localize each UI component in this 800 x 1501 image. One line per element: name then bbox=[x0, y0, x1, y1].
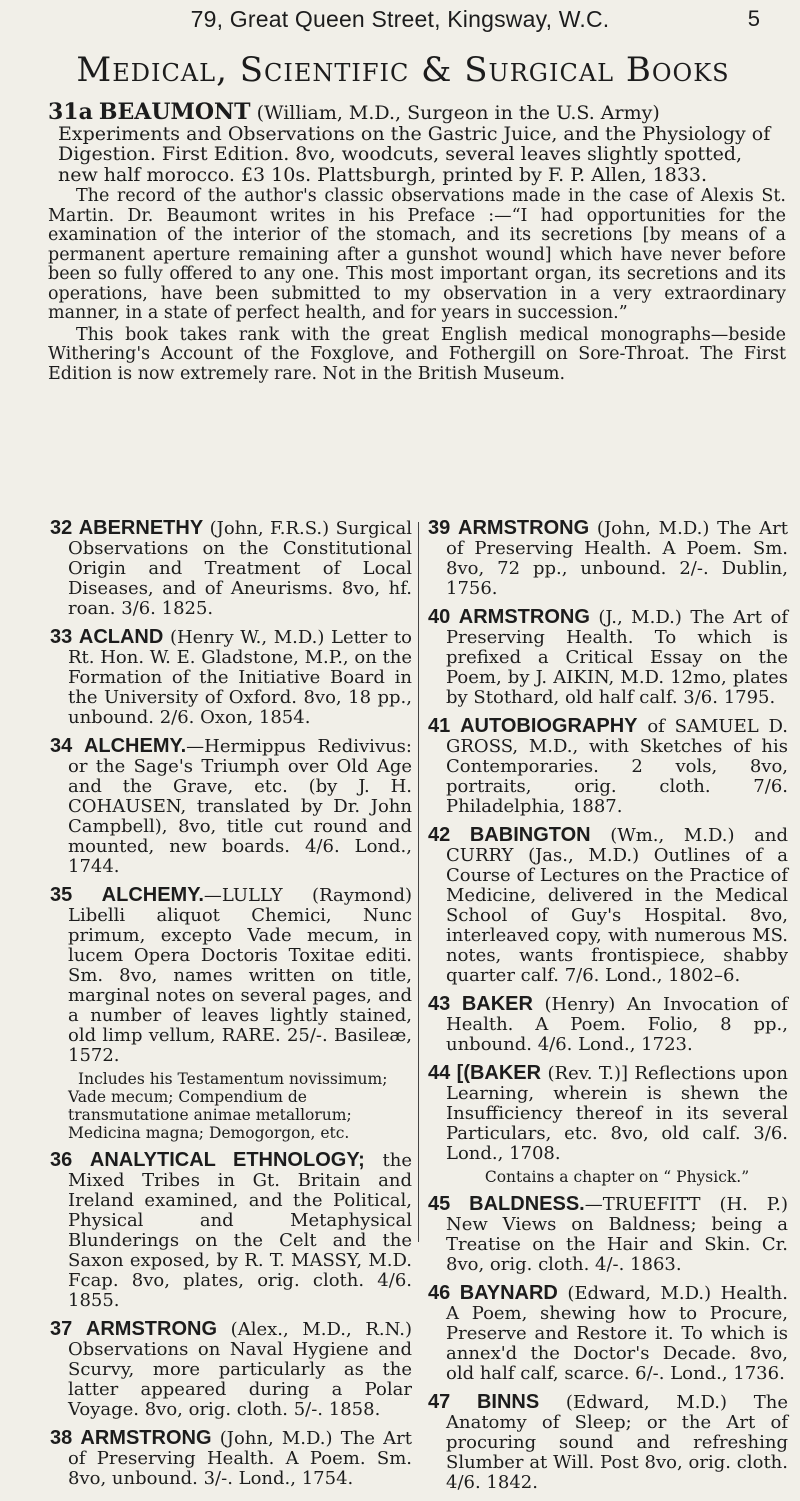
entry-author: ARMSTRONG bbox=[458, 606, 590, 628]
entry-author: ARMSTRONG bbox=[85, 1318, 218, 1340]
entry-author: BABINGTON bbox=[469, 824, 591, 846]
entry-text: (Henry W., M.D.) Letter to Rt. Hon. W. E. Gladstone, M.P., on the Formation of the Initiative Board in the University of Oxford. 8vo, 18 pp., unbound. 2/6. Oxon, 1854. bbox=[68, 627, 412, 728]
list-item bbox=[428, 825, 788, 986]
entry-number: 34 bbox=[50, 735, 73, 757]
entry-number: 44 bbox=[428, 1062, 451, 1084]
entry-text: —Hermippus Redivivus: or the Sage's Triumph over Old Age and the Grave, etc. (by J. H. COHAUSEN, translated by Dr. John Campbell), 8vo, title cut round and mounted, new boards. 4/6. Lond., 1744. bbox=[68, 736, 412, 877]
list-item bbox=[50, 885, 412, 1066]
list-item bbox=[428, 1392, 788, 1493]
entry-author: BALDNESS. bbox=[469, 1193, 585, 1215]
entry-number: 43 bbox=[428, 993, 451, 1015]
entry-text: (John, F.R.S.) Surgical Observations on the Constitutional Origin and Treatment of Local Diseases, and of Aneurisms. 8vo, hf. roan. 3/6. 1825. bbox=[68, 518, 412, 619]
list-item bbox=[50, 1428, 412, 1489]
entry-note: This book takes rank with the great English medical monographs—beside Withering's Account of the Foxglove, and Fothergill on Sore-Throat. The First Edition is now extremely rare. Not in the British Museum. bbox=[48, 324, 786, 384]
entry-author: BEAUMONT bbox=[98, 99, 251, 125]
entry-text: —TRUEFITT (H. P.) New Views on Baldness; being a Treatise on the Hair and Skin. Cr. 8vo, orig. cloth. 4/-. 1863. bbox=[446, 1194, 788, 1275]
entry-text: (Rev. T.)] Reflections upon Learning, wherein is shewn the Insufficiency thereof in its several Particulars, etc. 8vo, old calf. 3/6. Lond., 1708. bbox=[446, 1063, 788, 1164]
entry-number: 31a bbox=[48, 99, 93, 125]
entry-author: ABERNETHY bbox=[78, 517, 204, 539]
list-item bbox=[50, 1319, 412, 1420]
entry-author: BINNS bbox=[476, 1391, 540, 1413]
entry-number: 45 bbox=[428, 1193, 451, 1215]
entry-text: (Edward, M.D.) Health. A Poem, shewing how to Procure, Preserve and Restore it. To which is annex'd the Doctor's Decade. 8vo, old half calf, scarce. 6/-. Lond., 1736. bbox=[446, 1283, 788, 1384]
entry-text: (John, M.D.) The Art of Preserving Health. A Poem. Sm. 8vo, unbound. 3/-. Lond., 1754. bbox=[68, 1428, 412, 1489]
page-number: 5 bbox=[747, 6, 760, 31]
entry-author: ANALYTICAL ETHNOLOGY; bbox=[89, 1149, 365, 1171]
entry-text: (Wm., M.D.) and CURRY (Jas., M.D.) Outlines of a Course of Lectures on the Practice of Medicine, delivered in the Medical School of Guy's Hospital. 8vo, interleaved copy, with numerous MS. notes, wants frontispiece, shabby quarter calf. 7/6. Lond., 1802–6. bbox=[446, 825, 788, 986]
entry-text: —LULLY (Raymond) Libelli aliquot Chemici, Nunc primum, excepto Vade mecum, in lucem Opera Doctoris Toxitae editi. Sm. 8vo, names written on title, marginal notes on several pages, and a number of leaves lightly stained, old limp vellum, RARE. 25/-. Basileæ, 1572. bbox=[68, 885, 412, 1066]
entry-number: 41 bbox=[428, 715, 451, 737]
running-header bbox=[0, 4, 800, 38]
lead-entry bbox=[48, 99, 786, 384]
entry-number: 33 bbox=[50, 626, 73, 648]
list-item bbox=[428, 716, 788, 817]
entry-author: BAKER bbox=[461, 993, 533, 1015]
entry-number: 38 bbox=[50, 1427, 73, 1449]
entry-number: 42 bbox=[428, 824, 451, 846]
entry-author: ARMSTRONG bbox=[458, 517, 590, 539]
list-item bbox=[50, 627, 412, 728]
entry-text: the Mixed Tribes in Gt. Britain and Ireland examined, and the Political, Physical and Metaphysical Blunderings on the Celt and the Saxon exposed, by R. T. MASSY, M.D. Fcap. 8vo, plates, orig. cloth. 4/6. 1855. bbox=[68, 1150, 412, 1311]
list-item bbox=[428, 518, 788, 599]
list-item bbox=[428, 607, 788, 708]
column-divider bbox=[418, 522, 419, 1242]
entry-author: ARMSTRONG bbox=[80, 1427, 212, 1449]
entry-number: 32 bbox=[50, 517, 73, 539]
entry-number: 46 bbox=[428, 1282, 451, 1304]
entry-text: (William, M.D., Surgeon in the U.S. Army) Experiments and Observations on the Gastric Juice, and the Physiology of Digestion. First Edition. 8vo, woodcuts, several leaves slightly spotted, new half morocco. £3 10s. Plattsburgh, printed by F. P. Allen, 1833. bbox=[58, 102, 771, 186]
entry-text: of SAMUEL D. GROSS, M.D., with Sketches of his Contemporaries. 2 vols, 8vo, portraits, orig. cloth. 7/6. Philadelphia, 1887. bbox=[446, 716, 788, 817]
entry-author: [(BAKER bbox=[456, 1062, 542, 1084]
list-item bbox=[428, 1283, 788, 1384]
list-item bbox=[428, 1194, 788, 1275]
section-title: Medical, Scientific & Surgical Books bbox=[76, 50, 730, 90]
entry-author: AUTOBIOGRAPHY bbox=[460, 715, 638, 737]
entry-number: 36 bbox=[50, 1149, 73, 1171]
left-column bbox=[50, 518, 412, 1497]
entry-number: 35 bbox=[50, 884, 73, 906]
list-item bbox=[50, 518, 412, 619]
entry-text: (Henry) An Invocation of Health. A Poem. Folio, 8 pp., unbound. 4/6. Lond., 1723. bbox=[446, 994, 788, 1055]
list-item bbox=[428, 994, 788, 1055]
entry-text: (John, M.D.) The Art of Preserving Health. A Poem. Sm. 8vo, 72 pp., unbound. 2/-. Dublin, 1756. bbox=[446, 518, 788, 599]
right-column bbox=[428, 518, 788, 1501]
list-item bbox=[50, 1150, 412, 1311]
entry-note: Includes his Testamentum novissimum; Vade mecum; Compendium de transmutatione animae metallorum; Medicina magna; Demogorgon, etc. bbox=[68, 1070, 388, 1142]
header-address: 79, Great Queen Street, Kingsway, W.C. bbox=[190, 6, 610, 32]
entry-text: (Edward, M.D.) The Anatomy of Sleep; or the Art of procuring sound and refreshing Slumber at Will. Post 8vo, orig. cloth. 4/6. 1842. bbox=[446, 1392, 788, 1493]
entry-text: (Alex., M.D., R.N.) Observations on Naval Hygiene and Scurvy, more particularly as the latter appeared during a Polar Voyage. 8vo, orig. cloth. 5/-. 1858. bbox=[68, 1319, 412, 1420]
entry-number: 47 bbox=[428, 1391, 451, 1413]
list-item bbox=[50, 736, 412, 877]
entry-author: BAYNARD bbox=[459, 1282, 558, 1304]
entry-author: ALCHEMY. bbox=[101, 884, 204, 906]
list-item bbox=[428, 1063, 788, 1164]
entry-text: (J., M.D.) The Art of Preserving Health. To which is prefixed a Critical Essay on the Poem, by J. AIKIN, M.D. 12mo, plates by Stothard, old half calf. 3/6. 1795. bbox=[446, 607, 788, 708]
entry-number: 37 bbox=[50, 1318, 73, 1340]
entry-author: ACLAND bbox=[78, 626, 164, 648]
entry-note: Contains a chapter on “ Physick.” bbox=[484, 1168, 750, 1186]
entry-number: 39 bbox=[428, 517, 451, 539]
entry-author: ALCHEMY. bbox=[83, 735, 187, 757]
entry-note: The record of the author's classic observations made in the case of Alexis St. Martin. Dr. Beaumont writes in his Preface :—“I had opportunities for the examination of the interior of the stomach, and its secretions [by means of a permanent aperture remaining after a gunshot wound] which have never before been so fully offered to any one. This most important organ, its secretions and its operations, have been submitted to my observation in a very extraordinary manner, in a state of perfect health, and for years in succession.” bbox=[48, 186, 786, 323]
entry-31a bbox=[48, 99, 786, 186]
entry-number: 40 bbox=[428, 606, 451, 628]
